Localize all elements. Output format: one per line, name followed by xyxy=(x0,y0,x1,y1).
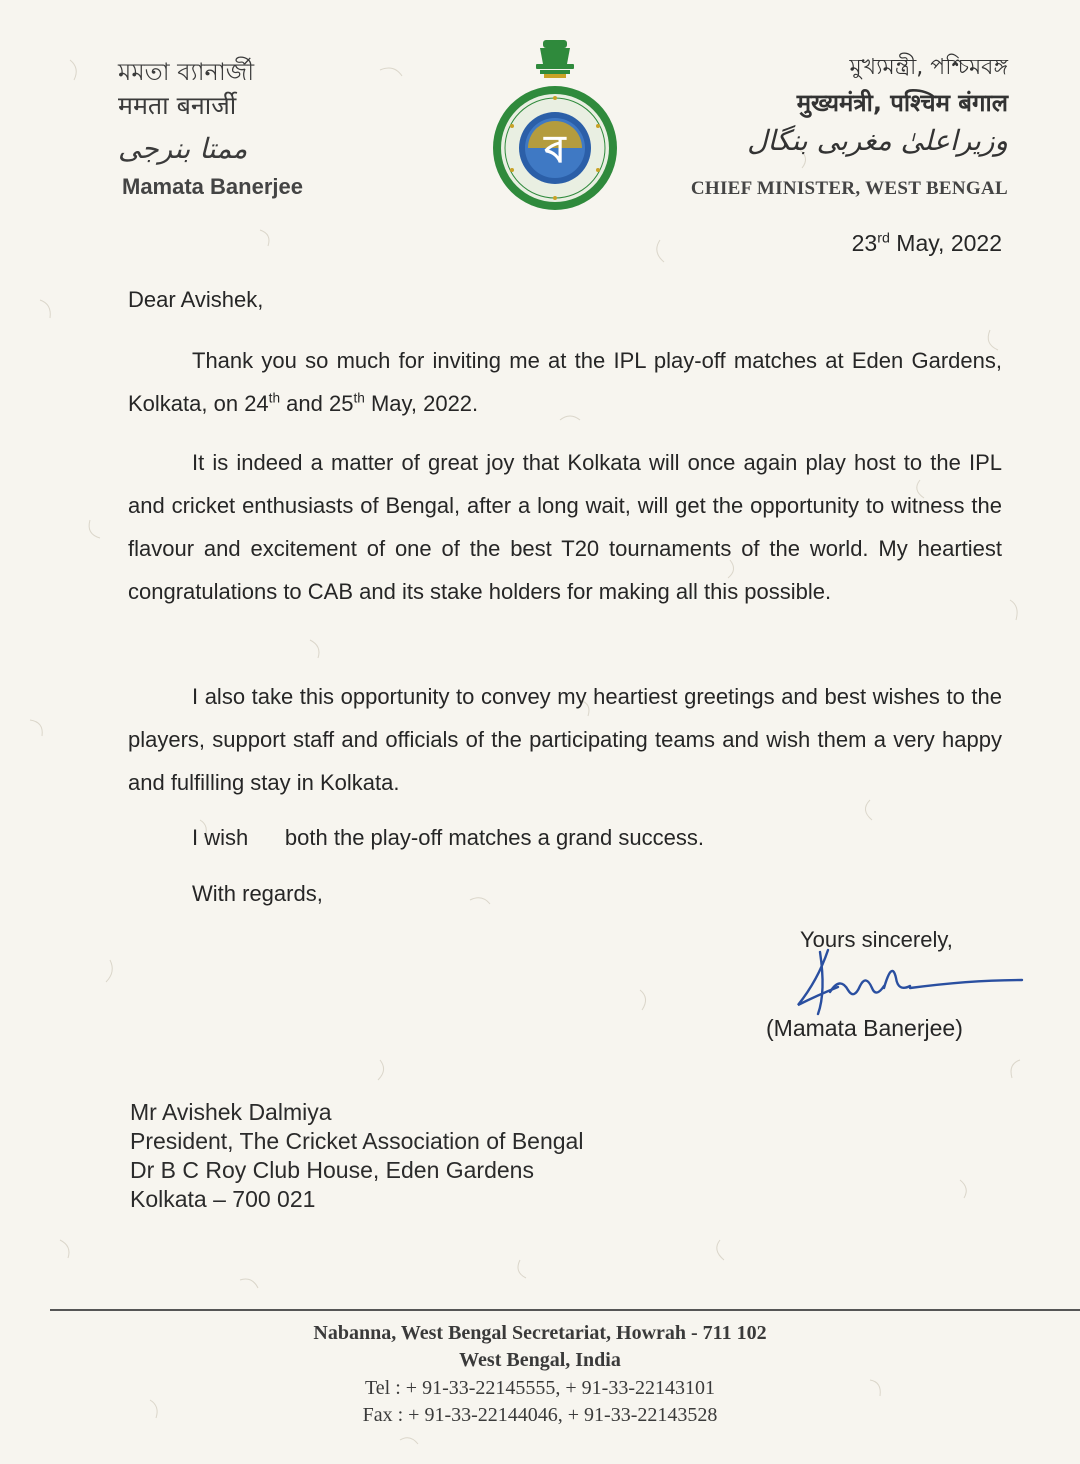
p1-text-b: and 25 xyxy=(280,391,354,416)
letter-date xyxy=(852,230,1002,257)
footer-line-1: Nabanna, West Bengal Secretariat, Howrah - 711 102 xyxy=(313,1322,767,1344)
addressee-city: Kolkata – 700 021 xyxy=(130,1186,316,1212)
footer-address xyxy=(0,1320,1080,1429)
footer-divider xyxy=(50,1309,1080,1311)
closing: Yours sincerely, xyxy=(800,927,953,952)
title-urdu: وزیراعلیٰ مغربی بنگال xyxy=(747,124,1008,157)
addressee-title: President, The Cricket Association of Bengal xyxy=(130,1128,584,1154)
paragraph-invitation xyxy=(128,339,1002,425)
title-bengali: মুখ্যমন্ত্রী, পশ্চিমবঙ্গ xyxy=(849,55,1008,80)
name-english: Mamata Banerjee xyxy=(122,174,303,199)
footer-tel: Tel : + 91-33-22145555, + 91-33-22143101 xyxy=(364,1377,715,1399)
name-bengali: মমতা ব্যানার্জী xyxy=(118,58,255,86)
footer-fax: Fax : + 91-33-22144046, + 91-33-22143528 xyxy=(362,1404,718,1426)
greeting: Dear Avishek, xyxy=(128,287,264,312)
date-suffix: rd xyxy=(877,230,890,247)
paragraph-greetings: I also take this opportunity to convey my heartiest greetings and best wishes to the players, support staff and officials of the participating teams and wish them a very happy and fulfilling stay in Kolkata. xyxy=(128,684,1002,795)
p1-text-c: May, 2022. xyxy=(364,391,479,416)
footer-line-2: West Bengal, India xyxy=(459,1349,621,1371)
name-urdu: ممتا بنرجی xyxy=(118,132,248,165)
p1-sup-2: th xyxy=(353,390,365,406)
svg-text:ব: ব xyxy=(544,127,566,171)
signer-name: (Mamata Banerjee) xyxy=(766,1015,963,1041)
with-regards: With regards, xyxy=(192,881,323,906)
signature-icon xyxy=(780,942,1030,1022)
paragraph-joy: It is indeed a matter of great joy that Kolkata will once again play host to the IPL and cricket enthusiasts of Bengal, after a long wait, will get the opportunity to witness the flavour and excitement of one of the best T20 tournaments of the world. My heartiest congratulations to CAB and its stake holders for making all this possible. xyxy=(128,450,1002,604)
date-day: 23 xyxy=(851,230,878,256)
paragraph-wish: I wish both the play-off matches a grand success. xyxy=(192,825,704,850)
name-hindi: ममता बनार्जी xyxy=(118,91,237,120)
addressee-name: Mr Avishek Dalmiya xyxy=(130,1099,332,1125)
addressee-block xyxy=(130,1098,583,1214)
title-hindi: मुख्यमंत्री, पश्चिम बंगाल xyxy=(796,89,1008,117)
date-rest: May, 2022 xyxy=(889,230,1002,256)
p1-text-a: Thank you so much for inviting me at the IPL play-off matches at Eden Gardens, Kolkata, on 24 xyxy=(128,348,1002,416)
title-english: CHIEF MINISTER, WEST BENGAL xyxy=(690,178,1008,199)
state-emblem-icon xyxy=(490,38,620,213)
p1-sup-1: th xyxy=(268,390,281,406)
addressee-address: Dr B C Roy Club House, Eden Gardens xyxy=(130,1157,534,1183)
